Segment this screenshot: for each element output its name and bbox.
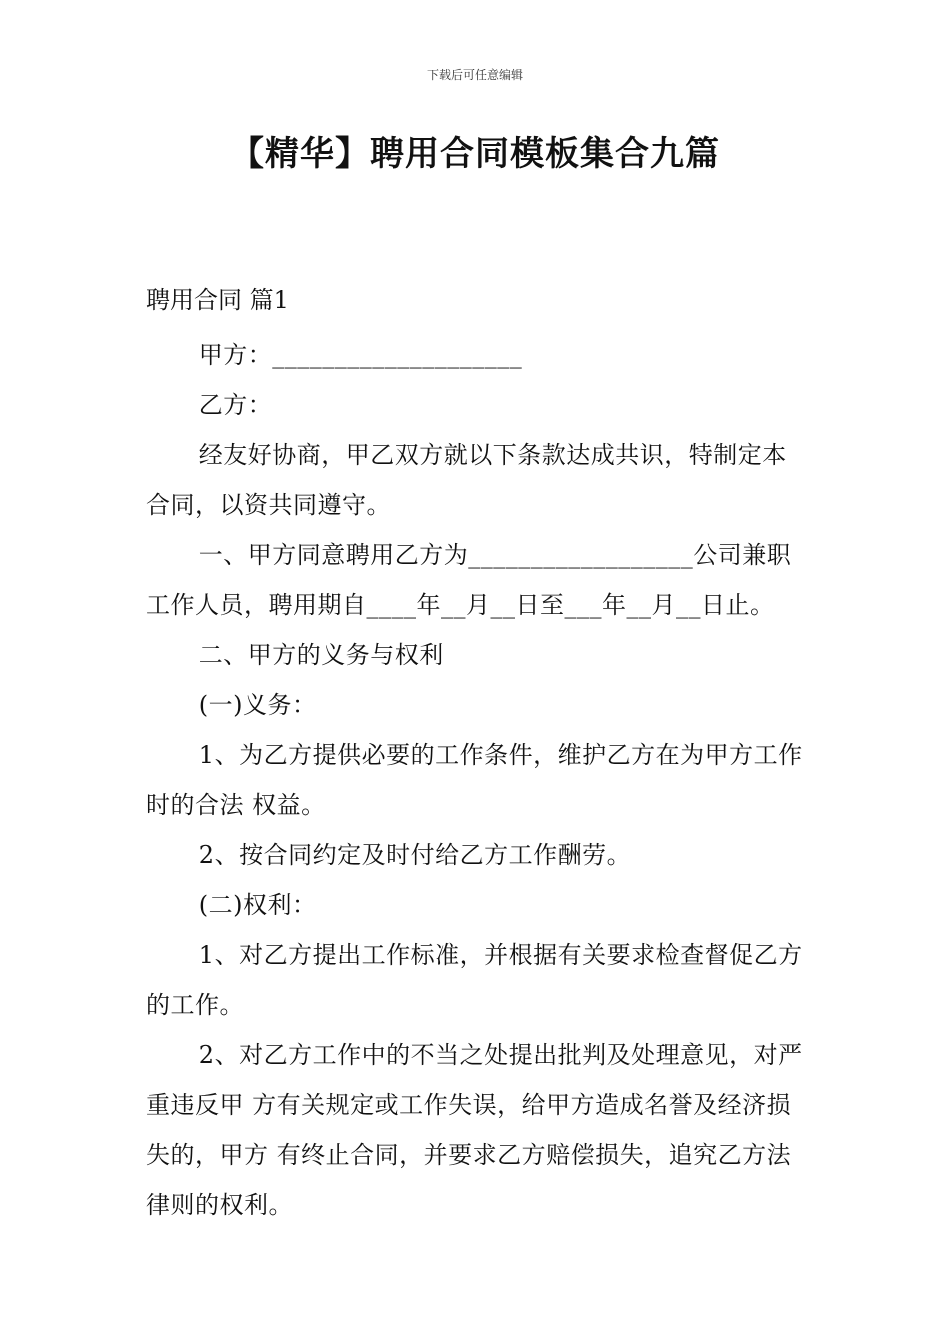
clause-1-paragraph: 一、甲方同意聘用乙方为__________________公司兼职工作人员，聘用期自____年__月__日至___年__月__日止。 [146, 541, 792, 619]
right-1-paragraph: 1、对乙方提出工作标准，并根据有关要求检查督促乙方的工作。 [146, 941, 803, 1019]
preamble-paragraph: 经友好协商，甲乙双方就以下条款达成共识，特制定本合同，以资共同遵守。 [146, 441, 787, 519]
party-a-line: 甲方：____________________ [198, 341, 523, 369]
party-b-line: 乙方： [198, 391, 273, 419]
document-title: 【精华】聘用合同模板集合九篇 [230, 134, 720, 174]
document-body [146, 280, 806, 1230]
rights-heading: (二)权利： [198, 891, 317, 919]
right-2-paragraph: 2、对乙方工作中的不当之处提出批判及处理意见，对严重违反甲 方有关规定或工作失误，给甲方造成名誉及经济损失的，甲方 有终止合同，并要求乙方赔偿损失，追究乙方法律则的权利。 [146, 1041, 803, 1219]
clause-2-heading: 二、甲方的义务与权利 [198, 641, 444, 669]
obligation-1-paragraph: 1、为乙方提供必要的工作条件，维护乙方在为甲方工作时的合法 权益。 [146, 741, 803, 819]
obligation-2-paragraph: 2、按合同约定及时付给乙方工作酬劳。 [198, 841, 632, 869]
section-heading: 聘用合同 篇1 [146, 286, 289, 314]
header-note: 下载后可任意编辑 [426, 68, 523, 82]
obligations-heading: (一)义务： [198, 691, 317, 719]
